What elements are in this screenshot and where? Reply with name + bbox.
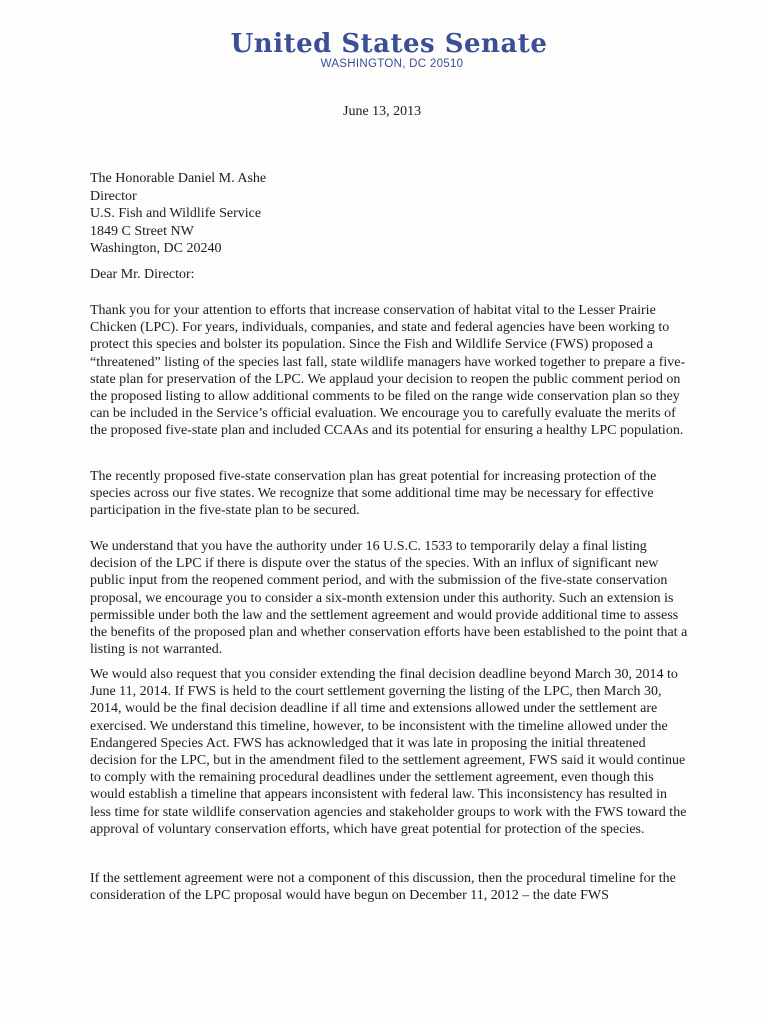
letterhead	[0, 30, 768, 70]
paragraph-4: We would also request that you consider extending the final decision deadline beyond March 30, 2014 to June 11, 2014. If FWS is held to the court settlement governing the listing of the LPC, then March 30, 2014, would be the final decision deadline if all time and extensions allowed under the settlement are exercised. We understand this timeline, however, to be inconsistent with the timeline allowed under the Endangered Species Act. FWS has acknowledged that it was late in proposing the initial threatened decision for the LPC, but in the amendment filed to the settlement agreement, FWS said it would continue to comply with the remaining procedural deadlines under the settlement agreement, even though this would establish a timeline that appears inconsistent with federal law. This inconsistency has resulted in less time for state wildlife conservation agencies and stakeholder groups to work with the FWS toward the approval of voluntary conservation efforts, which have great potential for protection of the species.	[90, 667, 687, 837]
letter-date: June 13, 2013	[343, 104, 422, 119]
paragraph-2: The recently proposed five-state conservation plan has great potential for increasing protection of the species across our five states. We recognize that some additional time may be necessary for effective participation in the five-state plan to be secured.	[90, 469, 657, 519]
letterhead-address: WASHINGTON, DC 20510	[320, 58, 464, 70]
paragraph-3: We understand that you have the authority under 16 U.S.C. 1533 to temporarily delay a final listing decision of the LPC if there is dispute over the status of the species. With an influx of significant new public input from the reopened comment period, and with the submission of the five-state conservation proposal, we encourage you to consider a six-month extension under this authority. Such an extension is permissible under both the law and the settlement agreement and would provide additional time to assess the benefits of the proposed plan and whether conservation efforts have been established to the point that a listing is not warranted.	[90, 539, 688, 658]
addressee-organization: U.S. Fish and Wildlife Service	[90, 206, 262, 221]
paragraph-1: Thank you for your attention to efforts that increase conservation of habitat vital to the Lesser Prairie Chicken (LPC). For years, individuals, companies, and state and federal agencies have been working to protect this species and bolster its population. Since the Fish and Wildlife Service (FWS) proposed a “threatened” listing of the species last fall, state wildlife managers have worked together to prepare a five-state plan for preservation of the LPC. We applaud your decision to reopen the public comment period on the proposed listing to allow additional comments to be filed on the range wide conservation plan so they can be included in the Service’s official evaluation. We encourage you to carefully evaluate the merits of the proposed five-state plan and included CCAAs and its potential for ensuring a healthy LPC population.	[90, 303, 686, 439]
addressee-title: Director	[90, 188, 137, 204]
letterhead-title: United States Senate	[230, 29, 548, 59]
addressee-street: 1849 C Street NW	[90, 223, 194, 239]
salutation: Dear Mr. Director:	[90, 267, 195, 282]
addressee-block	[90, 170, 266, 258]
paragraph-5: If the settlement agreement were not a component of this discussion, then the procedural timeline for the consideration of the LPC proposal would have begun on December 11, 2012 – the date FWS	[90, 871, 676, 904]
addressee-name: The Honorable Daniel M. Ashe	[90, 171, 267, 186]
addressee-city: Washington, DC 20240	[90, 241, 222, 256]
